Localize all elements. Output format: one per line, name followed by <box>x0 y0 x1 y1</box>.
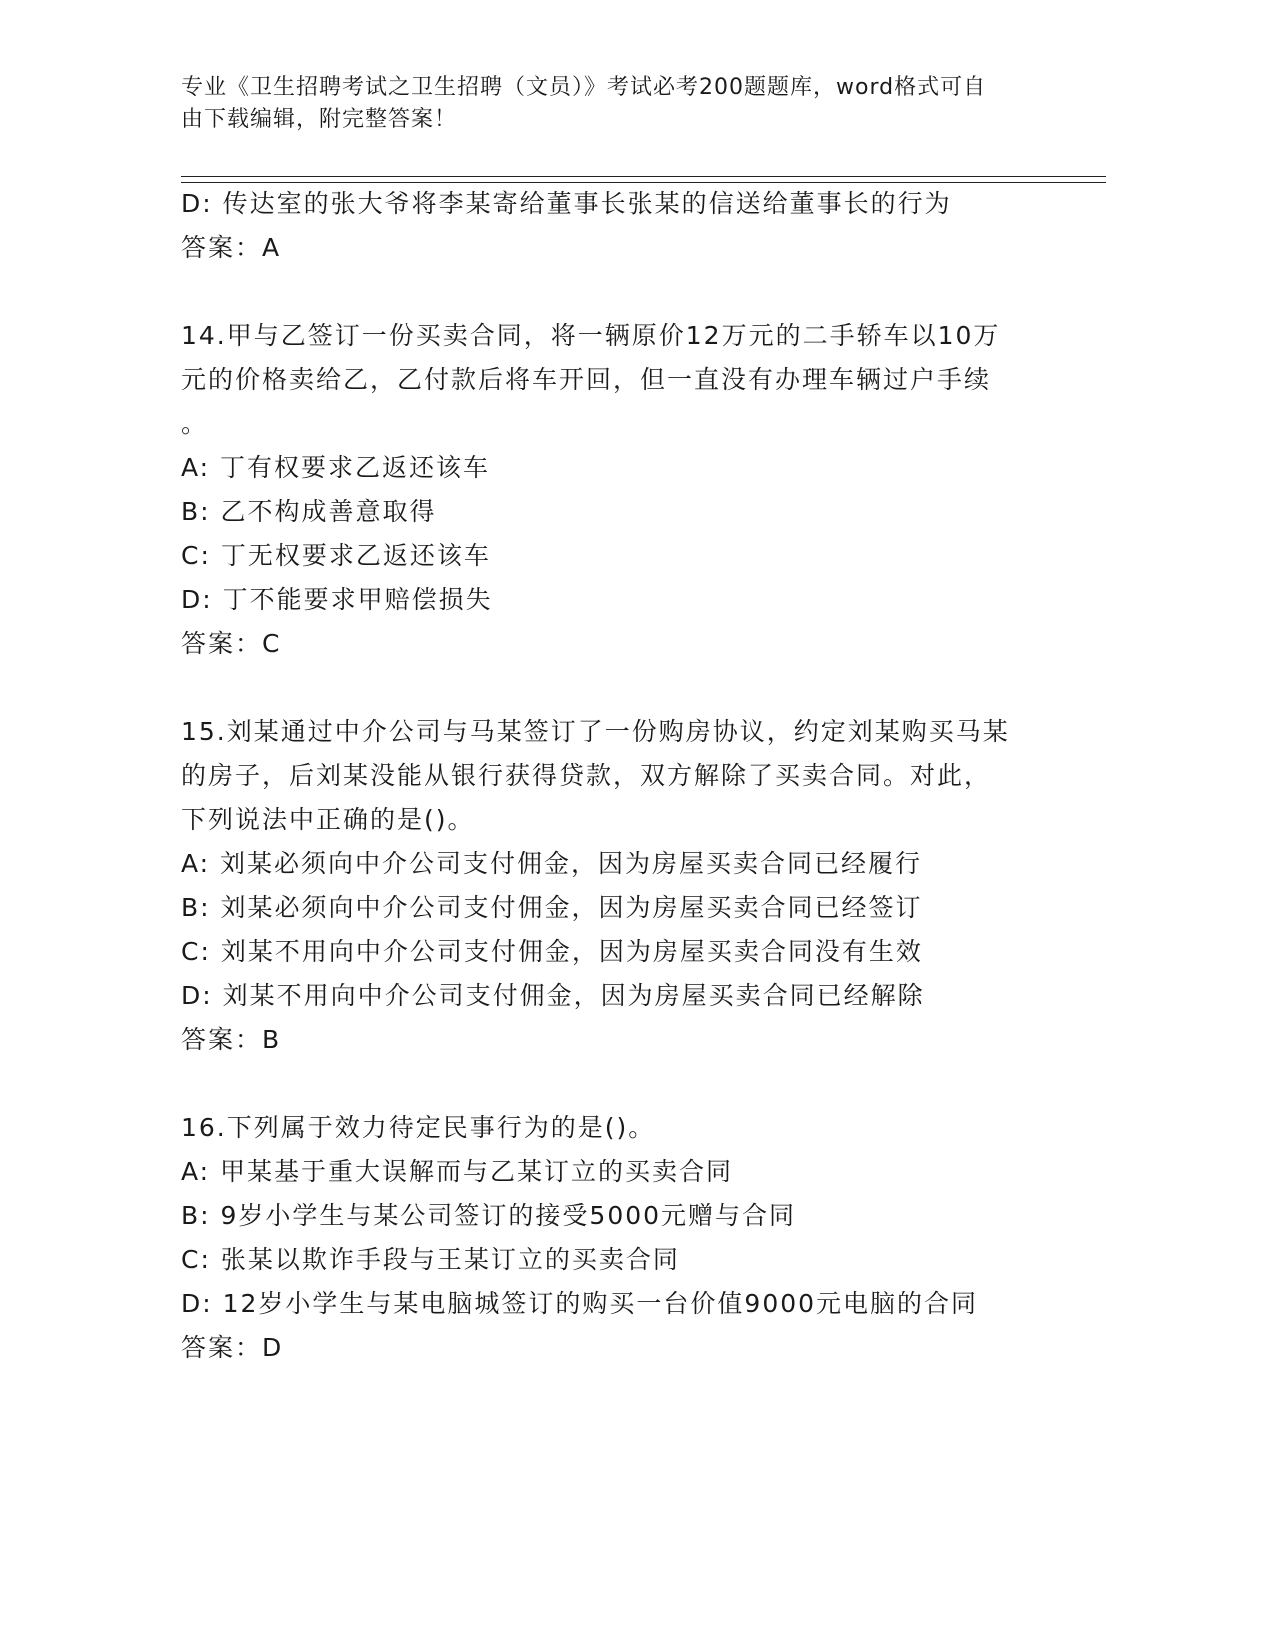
stem-line: 14.甲与乙签订一份买卖合同，将一辆原价12万元的二手轿车以10万 <box>181 321 1001 350</box>
option-a: A: 甲某基于重大误解而与乙某订立的买卖合同 <box>181 1157 734 1186</box>
option-d: D: 传达室的张大爷将李某寄给董事长张某的信送给董事长的行为 <box>181 189 952 218</box>
carryover-question <box>181 182 1081 270</box>
answer: 答案：D <box>181 1333 284 1362</box>
answer: 答案：B <box>181 1025 282 1054</box>
question-list <box>181 182 1081 1370</box>
option-c: C: 刘某不用向中介公司支付佣金，因为房屋买卖合同没有生效 <box>181 937 923 966</box>
stem-line: 下列说法中正确的是()。 <box>181 805 475 834</box>
question-14 <box>181 314 1081 666</box>
question-stem <box>181 1106 1081 1150</box>
stem-line: 16.下列属于效力待定民事行为的是()。 <box>181 1113 656 1142</box>
option-a: A: 丁有权要求乙返还该车 <box>181 453 491 482</box>
answer: 答案：A <box>181 233 282 262</box>
question-16 <box>181 1106 1081 1370</box>
option-c: C: 丁无权要求乙返还该车 <box>181 541 491 570</box>
option-b: B: 9岁小学生与某公司签订的接受5000元赠与合同 <box>181 1201 797 1230</box>
document-header <box>181 72 1041 136</box>
question-stem <box>181 314 1081 446</box>
question-stem <box>181 710 1081 842</box>
option-d: D: 12岁小学生与某电脑城签订的购买一台价值9000元电脑的合同 <box>181 1289 979 1318</box>
stem-line: 。 <box>181 409 209 438</box>
header-line-1: 专业《卫生招聘考试之卫生招聘（文员）》考试必考200题题库，word格式可自 <box>181 75 987 100</box>
option-b: B: 乙不构成善意取得 <box>181 497 437 526</box>
stem-line: 的房子，后刘某没能从银行获得贷款，双方解除了买卖合同。对此， <box>181 761 992 790</box>
stem-line: 15.刘某通过中介公司与马某签订了一份购房协议，约定刘某购买马某 <box>181 717 1010 746</box>
answer: 答案：C <box>181 629 282 658</box>
option-a: A: 刘某必须向中介公司支付佣金，因为房屋买卖合同已经履行 <box>181 849 923 878</box>
option-d: D: 丁不能要求甲赔偿损失 <box>181 585 493 614</box>
option-c: C: 张某以欺诈手段与王某订立的买卖合同 <box>181 1245 680 1274</box>
header-line-2: 由下载编辑，附完整答案！ <box>181 107 458 132</box>
question-15 <box>181 710 1081 1062</box>
stem-line: 元的价格卖给乙，乙付款后将车开回，但一直没有办理车辆过户手续 <box>181 365 992 394</box>
option-b: B: 刘某必须向中介公司支付佣金，因为房屋买卖合同已经签订 <box>181 893 923 922</box>
option-d: D: 刘某不用向中介公司支付佣金，因为房屋买卖合同已经解除 <box>181 981 925 1010</box>
